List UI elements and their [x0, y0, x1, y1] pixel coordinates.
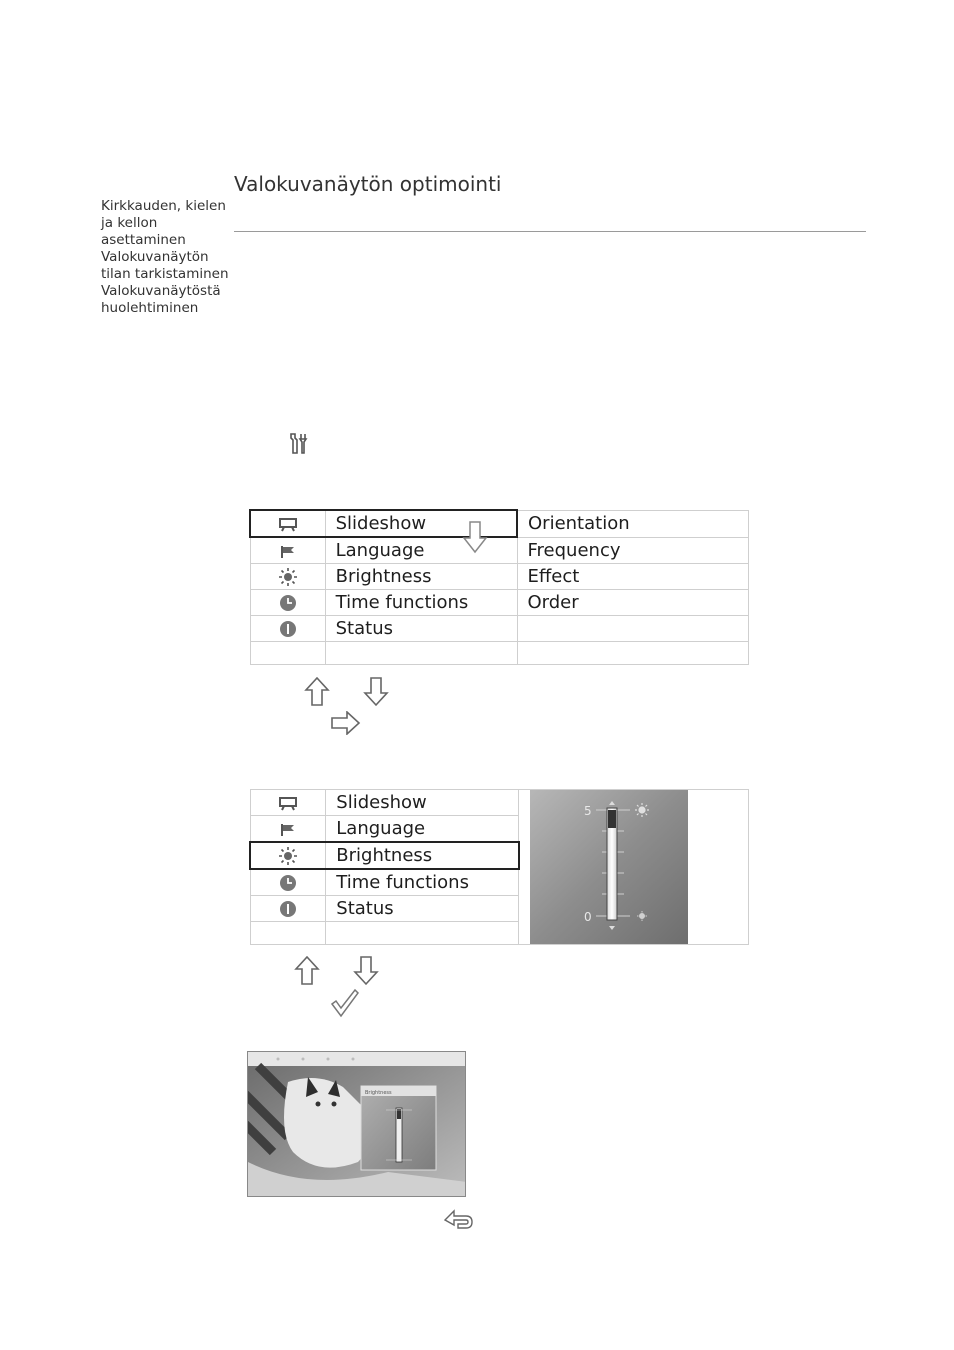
- slider-max-label: 5: [583, 804, 592, 818]
- menu-label: Brightness: [326, 842, 519, 869]
- slider-level-fill: [608, 810, 616, 828]
- menu-label: Language: [326, 816, 519, 843]
- menu-row-time-functions[interactable]: [250, 590, 749, 616]
- page-title: Valokuvanäytön optimointi: [234, 172, 502, 196]
- menu-label: Brightness: [325, 564, 517, 590]
- nav-link-brightness-language-clock[interactable]: Kirkkauden, kielen ja kellon asettaminen: [101, 198, 226, 248]
- slider-min-label: 0: [583, 910, 592, 924]
- brightness-slider[interactable]: [530, 790, 688, 944]
- brightness-sun-icon: [279, 567, 297, 586]
- menu-row-slideshow[interactable]: [250, 790, 749, 816]
- time-functions-icon: [279, 873, 297, 892]
- arrow-right-icon: [331, 711, 361, 739]
- menu-row-slideshow[interactable]: [250, 510, 749, 537]
- submenu-item-order[interactable]: Order: [517, 590, 749, 616]
- language-flag-icon: [280, 819, 296, 838]
- settings-menu-table: [249, 509, 749, 665]
- settings-icon: [287, 432, 313, 460]
- side-navigation: [101, 198, 231, 317]
- brightness-menu-table: [249, 789, 749, 945]
- arrow-up-icon: [304, 677, 330, 711]
- menu-label: Status: [326, 896, 519, 922]
- language-flag-icon: [280, 541, 296, 560]
- submenu-item-frequency[interactable]: Frequency: [517, 537, 749, 564]
- nav-link-check-status[interactable]: Valokuvanäytön tilan tarkistaminen: [101, 249, 229, 282]
- back-return-icon: [444, 1209, 474, 1235]
- menu-row-brightness[interactable]: [250, 564, 749, 590]
- photo-frame-preview: [247, 1051, 466, 1197]
- slideshow-icon: [279, 793, 297, 812]
- brightness-sun-icon: [279, 846, 297, 865]
- brightness-popup: [361, 1086, 436, 1170]
- arrow-down-icon: [363, 677, 389, 711]
- submenu-item-effect[interactable]: Effect: [517, 564, 749, 590]
- title-divider: [234, 231, 866, 232]
- status-info-icon: [279, 899, 297, 918]
- arrow-down-icon: [353, 956, 379, 990]
- cat-photo: [248, 1052, 466, 1197]
- arrow-down-icon: [462, 520, 488, 558]
- nav-link-care[interactable]: Valokuvanäytöstä huolehtiminen: [101, 283, 221, 316]
- menu-label: Time functions: [326, 869, 519, 896]
- popup-title: Brightness: [365, 1090, 392, 1096]
- status-info-icon: [279, 619, 297, 638]
- menu-row-status[interactable]: [250, 616, 749, 642]
- slideshow-icon: [279, 514, 297, 533]
- time-functions-icon: [279, 593, 297, 612]
- menu-label: Status: [325, 616, 517, 642]
- brightness-slider-cell: [519, 790, 749, 945]
- menu-row-language[interactable]: [250, 537, 749, 564]
- menu-label: Slideshow: [326, 790, 519, 816]
- menu-label: Time functions: [325, 590, 517, 616]
- submenu-item-orientation[interactable]: Orientation: [517, 510, 749, 537]
- checkmark-icon: [330, 988, 360, 1022]
- menu-label: Language: [325, 537, 517, 564]
- menu-label: Slideshow: [325, 510, 517, 537]
- arrow-up-icon: [294, 956, 320, 990]
